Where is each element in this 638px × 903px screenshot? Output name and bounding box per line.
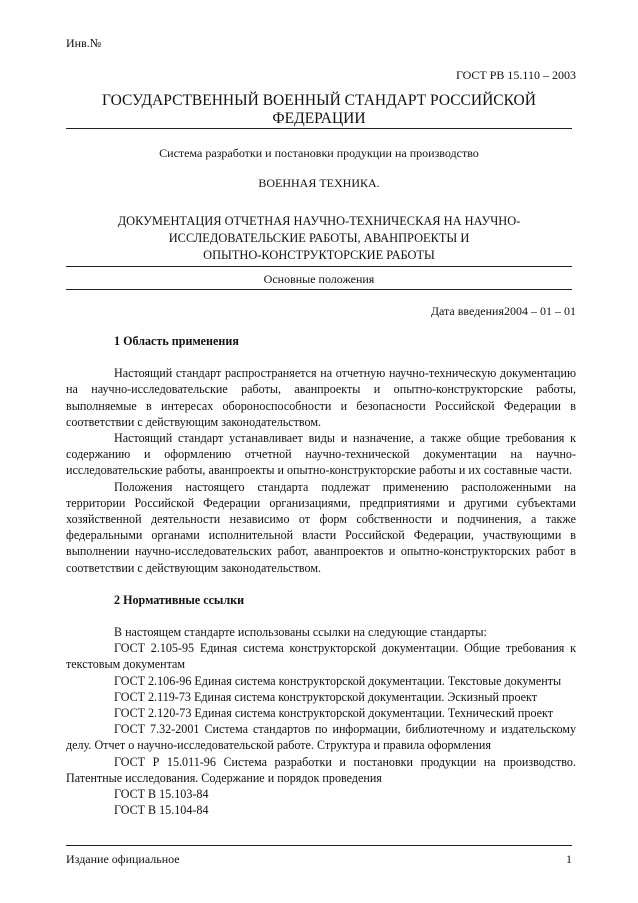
section-2-intro: В настоящем стандарте использованы ссылки на следующие стандарты: <box>114 625 487 640</box>
reference-item: ГОСТ 7.32-2001 Система стандартов по информации, библиотечному и издательскому делу. Отчет о научно-исследовательской работе. Структура и правила оформления <box>66 722 576 753</box>
section-1-paragraph-2: Настоящий стандарт устанавливает виды и назначение, а также общие требования к содержанию и оформлению отчетной научно-технической документации на научно-исследовательские работы, аванпроекты и опытно-конструкторские работы и их составные части. <box>66 431 576 478</box>
reference-item: ГОСТ В 15.103-84 <box>114 787 209 802</box>
section-1-paragraph-3: Положения настоящего стандарта подлежат применению расположенными на территории Российской Федерации организациями, предприятиями и другими субъектами хозяйственной деятельности независимо от форм собственности и подчинения, а также федеральными органами исполнительной власти Российской Федерации, участвующими в выполнении научно-исследовательских работ, аванпроектов и опытно-конструкторских работ в соответствии с действующим законодательством. <box>66 479 576 575</box>
section-2-heading: 2 Нормативные ссылки <box>114 592 245 607</box>
footer-divider <box>66 845 572 846</box>
reference-item: ГОСТ В 15.104-84 <box>114 803 209 818</box>
reference-item: ГОСТ 2.105-95 Единая система конструкторской документации. Общие требования к текстовым документам <box>66 641 576 672</box>
section-1-paragraph-1: Настоящий стандарт распространяется на отчетную научно-техническую документацию на научно-исследовательские работы, аванпроекты и опытно-конструкторские работы, выполняемые в интересах обороноспособности и безопасности Российской Федерации в соответствии с действующим законодательством. <box>66 366 576 429</box>
basic-provisions: Основные положения <box>263 272 375 286</box>
reference-item: ГОСТ 2.120-73 Единая система конструкторской документации. Технический проект <box>114 706 554 721</box>
standard-code: ГОСТ РВ 15.110 – 2003 <box>455 68 576 82</box>
document-body <box>66 333 576 818</box>
edition-label: Издание официальное <box>66 852 180 866</box>
document-title <box>66 213 572 264</box>
doc-title-line-2: ИССЛЕДОВАТЕЛЬСКИЕ РАБОТЫ, АВАНПРОЕКТЫ И <box>168 231 470 245</box>
introduction-date: Дата введения2004 – 01 – 01 <box>430 304 576 318</box>
section-1-heading: 1 Область применения <box>114 334 239 348</box>
doc-title-line-1: ДОКУМЕНТАЦИЯ ОТЧЕТНАЯ НАУЧНО-ТЕХНИЧЕСКАЯ НА НАУЧНО- <box>117 214 521 228</box>
doc-title-divider <box>66 266 572 267</box>
reference-item: ГОСТ 2.106-96 Единая система конструкторской документации. Текстовые документы <box>114 673 562 688</box>
inventory-number-label: Инв.№ <box>66 36 102 50</box>
title-line-1: ГОСУДАРСТВЕННЫЙ ВОЕННЫЙ СТАНДАРТ РОССИЙСКОЙ <box>102 92 536 109</box>
title-divider <box>66 128 572 129</box>
reference-item: ГОСТ 2.119-73 Единая система конструкторской документации. Эскизный проект <box>114 689 538 704</box>
title-line-2: ФЕДЕРАЦИИ <box>272 110 366 127</box>
system-subtitle: Система разработки и постановки продукции на производство <box>159 146 479 160</box>
category-title: ВОЕННАЯ ТЕХНИКА. <box>258 176 380 190</box>
basic-divider <box>66 289 572 290</box>
page-number: 1 <box>566 852 572 866</box>
page-title <box>66 92 572 128</box>
reference-item: ГОСТ Р 15.011-96 Система разработки и постановки продукции на производство. Патентные исследования. Содержание и порядок проведения <box>66 754 576 785</box>
doc-title-line-3: ОПЫТНО-КОНСТРУКТОРСКИЕ РАБОТЫ <box>203 248 435 262</box>
